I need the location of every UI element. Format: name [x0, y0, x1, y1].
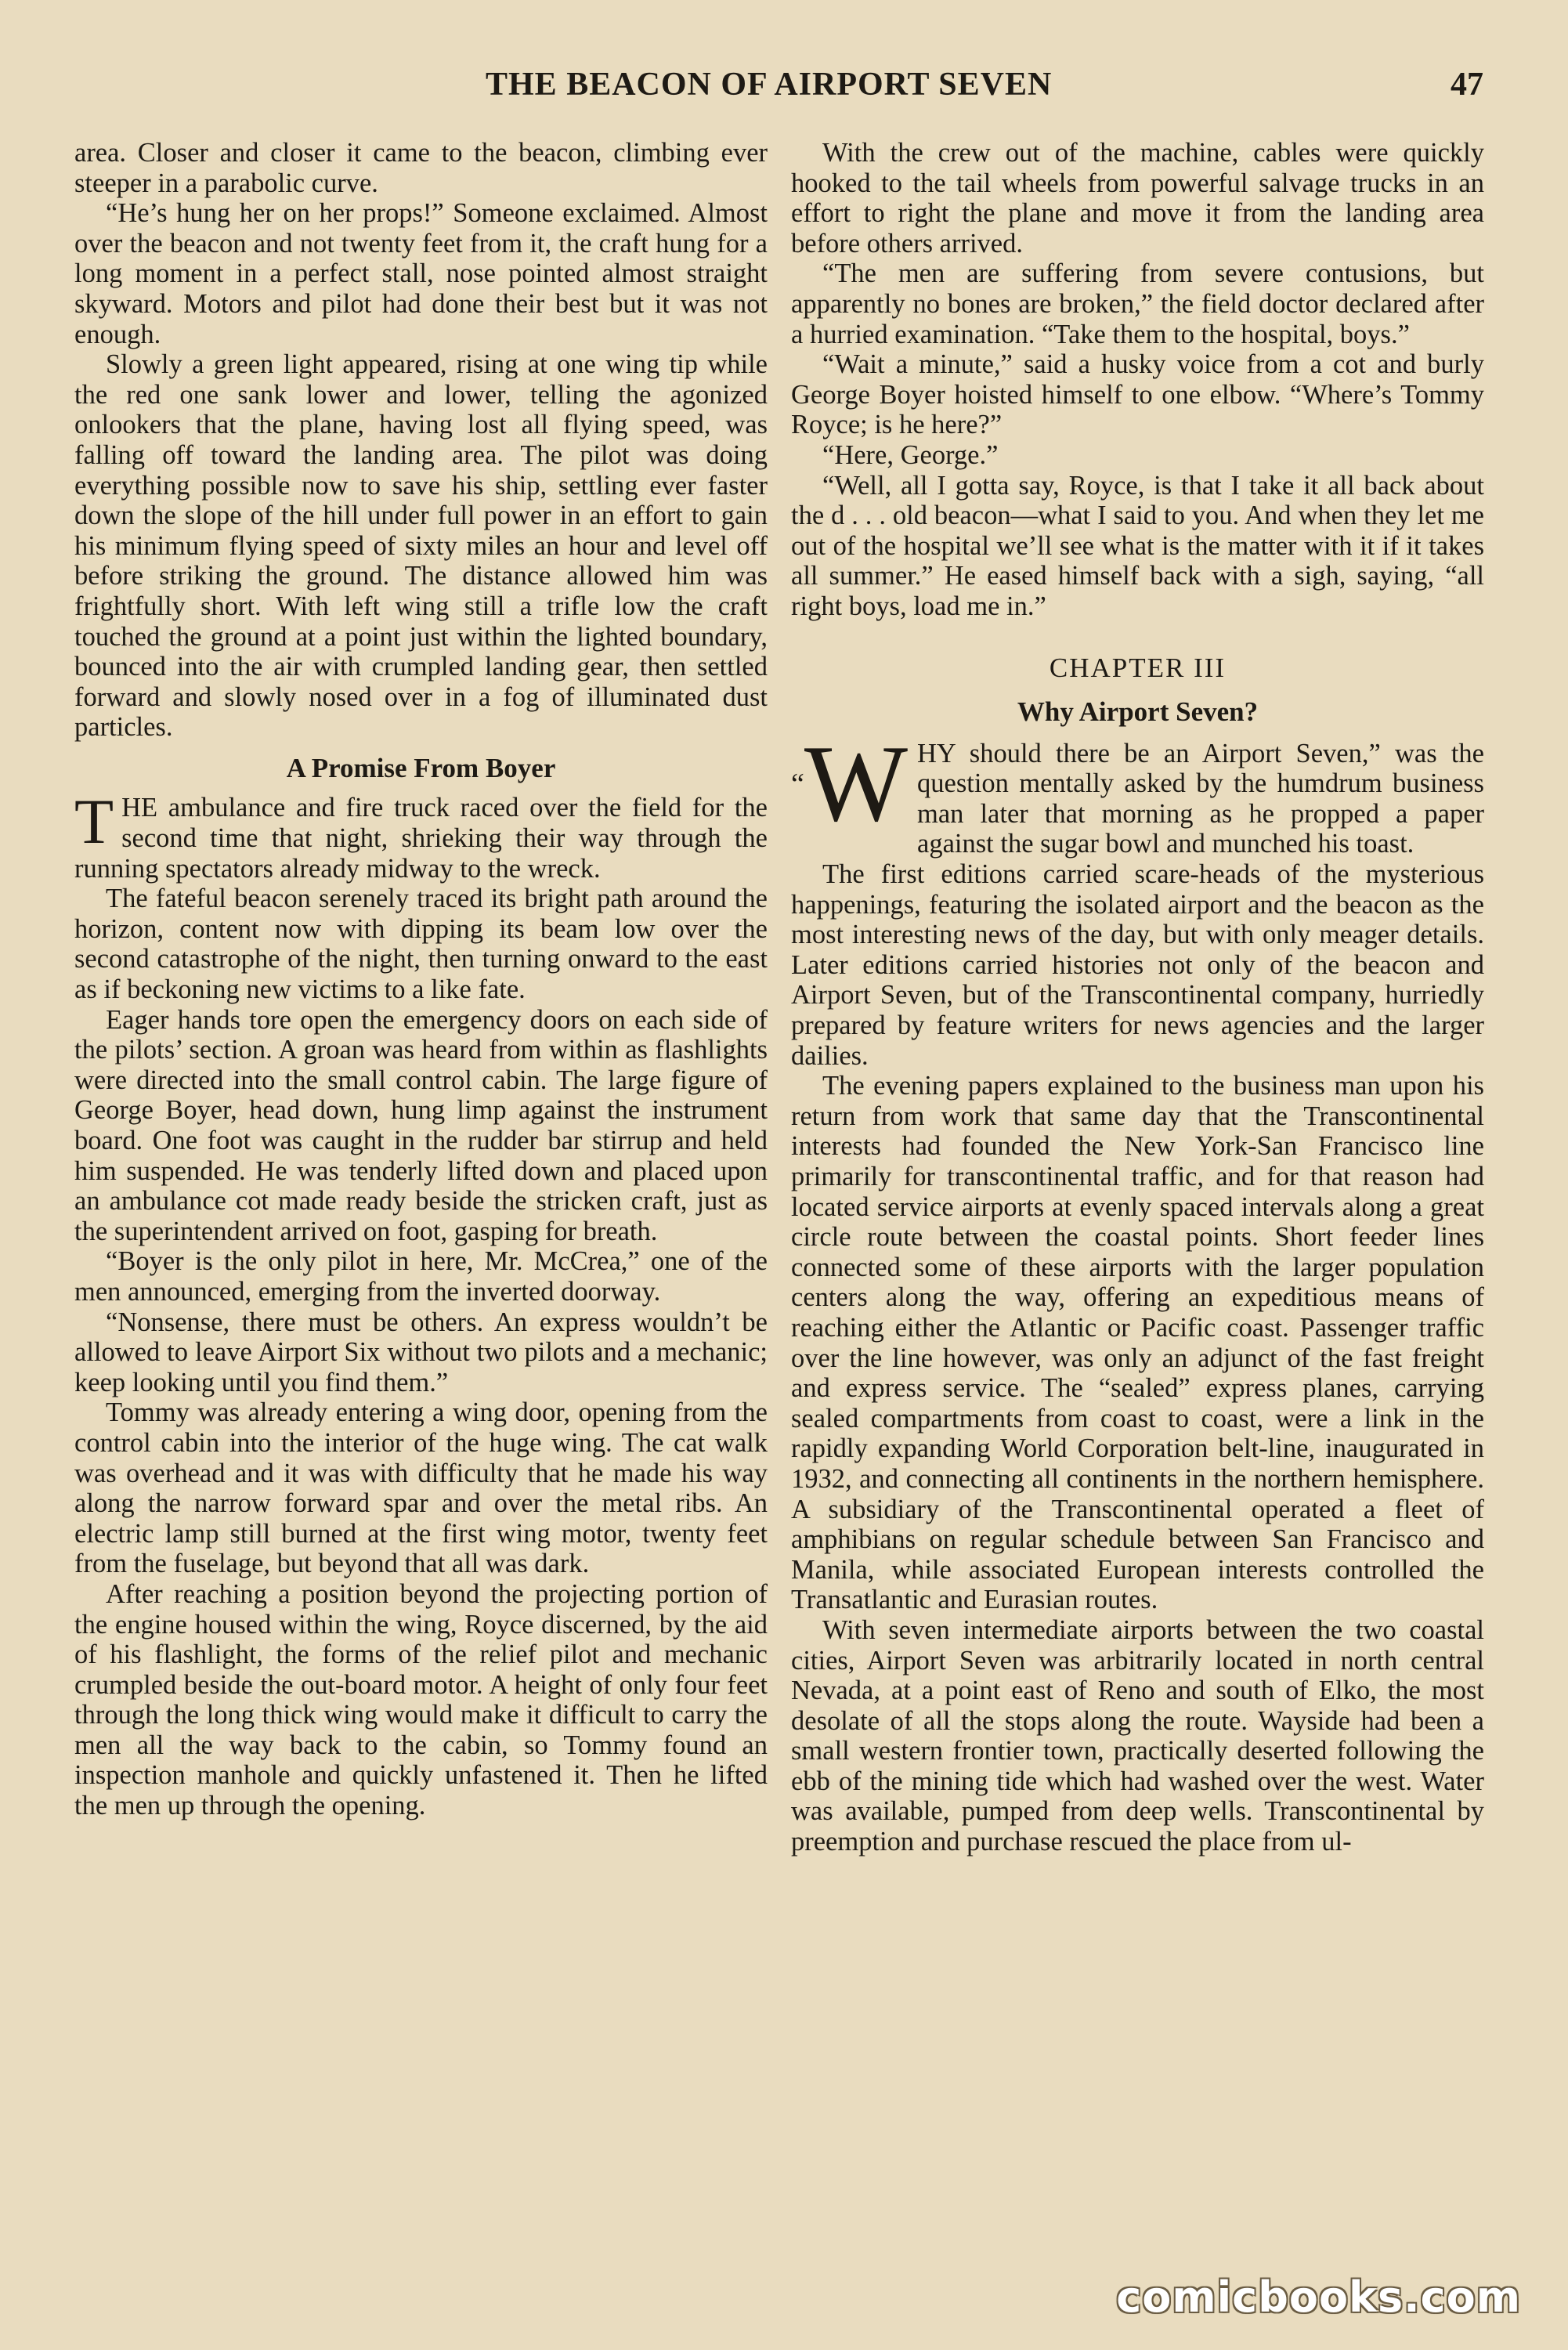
section-heading: A Promise From Boyer	[286, 752, 556, 783]
paragraph: The first editions carried scare-heads of the mysterious happenings, featuring the isolated airport and the beacon as the most interesting news of the day, but with only meager details. Later editions carried histories not only of the beacon and Airport Seven, but of the Transcontinental company, hurriedly prepared by feature writers for news agencies and the larger dailies.	[791, 859, 1484, 1071]
drop-cap	[791, 722, 909, 844]
paragraph: “Boyer is the only pilot in here, Mr. McCrea,” one of the men announced, emerging from the inverted doorway.	[74, 1246, 768, 1307]
paragraph-with-drop-cap	[74, 786, 768, 884]
paragraph: “Well, all I gotta say, Royce, is that I take it all back about the d . . . old beacon—what I said to you. And when they let me out of the hospital we’ll see what is the matter with it if it takes all summer.” He eased himself back with a sigh, saying, “all right boys, load me in.”	[791, 470, 1484, 621]
paragraph: “Wait a minute,” said a husky voice from a cot and burly George Boyer hoisted himself to one elbow. “Where’s Tommy Royce; is he here?”	[791, 349, 1484, 440]
paragraph-text: HE ambulance and fire truck raced over the field for the second time that night, shrieking their way through the running spectators already midway to the wreck.	[74, 793, 768, 884]
paragraph: The evening papers explained to the business man upon his return from work that same day that the Transcontinental interests had founded the New York-San Francisco line primarily for transcontinental traffic, and for that reason had located service airports at evenly spaced intervals along a great circle route between the coastal points. Short feeder lines connected some of these airports with the larger population centers along the way, offering an expeditious means of reaching either the Atlantic or Pacific coast. Passenger traffic over the line however, was only an adjunct of the fast freight and express service. The “sealed” express planes, carrying sealed compartments from coast to coast, were a link in the rapidly expanding World Corporation belt-line, inaugurated in 1932, and connecting all continents in the northern hemisphere. A subsidiary of the Transcontinental operated a fleet of amphibians on regular schedule between San Francisco and Manila, while associated European interests controlled the Transatlantic and Eurasian routes.	[791, 1071, 1484, 1615]
paragraph: Tommy was already entering a wing door, opening from the control cabin into the interior of the huge wing. The cat walk was overhead and it was with difficulty that he made his way along the narrow forward spar and over the metal ribs. An electric lamp still burned at the first wing motor, twenty feet from the fuselage, but beyond that all was dark.	[74, 1397, 768, 1579]
page-title: THE BEACON OF AIRPORT SEVEN	[486, 67, 1053, 103]
page-number: 47	[1451, 67, 1483, 103]
paragraph: “The men are suffering from severe contusions, but apparently no bones are broken,” the field doctor declared after a hurried examination. “Take them to the hospital, boys.”	[791, 258, 1484, 349]
paragraph-with-drop-cap	[791, 722, 1484, 859]
paragraph: “Here, George.”	[822, 439, 999, 470]
drop-cap: T	[74, 786, 114, 858]
paragraph: With seven intermediate airports between the two coastal cities, Airport Seven was arbitrarily located in north central Nevada, at a point east of Reno and south of Elko, the most desolate of all the stops along the route. Wayside had been a small western frontier town, practically deserted following the ebb of the mining tide which had washed over the west. Water was available, pumped from deep wells. Transcontinental by preemption and purchase rescued the place from ul-	[791, 1614, 1484, 1857]
drop-cap-letter: W	[804, 722, 909, 844]
paragraph: Eager hands tore open the emergency doors on each side of the pilots’ section. A groan was heard from within as flashlights were directed into the small control cabin. The large figure of George Boyer, head down, hung limp against the instrument board. One foot was caught in the rudder bar stirrup and held him suspended. He was tenderly lifted down and placed upon an ambulance cot made ready beside the stricken craft, just as the superintendent arrived on foot, gasping for breath.	[74, 1004, 768, 1246]
paragraph: With the crew out of the machine, cables were quickly hooked to the tail wheels from powerful salvage trucks in an effort to right the plane and move it from the landing area before others arrived.	[791, 138, 1484, 258]
right-column	[791, 138, 1484, 1857]
paragraph-text: HY should there be an Airport Seven,” was the question mentally asked by the humdrum business man later that morning as he propped a paper against the sugar bowl and munched his toast.	[917, 738, 1484, 859]
paragraph: “Nonsense, there must be others. An express wouldn’t be allowed to leave Airport Six without two pilots and a mechanic; keep looking until you find them.”	[74, 1307, 768, 1397]
watermark: comicbooks.com	[1116, 2272, 1521, 2322]
chapter-number: CHAPTER III	[1049, 652, 1227, 683]
chapter-title: Why Airport Seven?	[1017, 696, 1259, 728]
drop-cap-quote: “	[791, 767, 804, 801]
paragraph: Slowly a green light appeared, rising at one wing tip while the red one sank lower and lower, telling the agonized onlookers that the plane, having lost all flying speed, was falling off toward the landing area. The pilot was doing everything possible now to save his ship, settling ever faster down the slope of the hill under full power in an effort to gain his minimum flying speed of sixty miles an hour and level off before striking the ground. The distance allowed him was frightfully short. With left wing still a trifle low the craft touched the ground at a point just within the lighted boundary, bounced into the air with crumpled landing gear, then settled forward and slowly nosed over in a fog of illuminated dust particles.	[74, 349, 768, 743]
paragraph: After reaching a position beyond the projecting portion of the engine housed within the wing, Royce discerned, by the aid of his flashlight, the forms of the relief pilot and mechanic crumpled beside the out-board motor. A height of only four feet through the long thick wing would make it difficult to carry the men all the way back to the cabin, so Tommy found an inspection manhole and quickly unfastened it. Then he lifted the men up through the opening.	[74, 1578, 768, 1821]
running-head	[0, 66, 1568, 105]
left-column	[74, 138, 768, 1821]
paragraph: The fateful beacon serenely traced its bright path around the horizon, content now with dipping its beam low over the second catastrophe of the night, then turning onward to the east as if beckoning new victims to a like fate.	[74, 884, 768, 1005]
paragraph: area. Closer and closer it came to the beacon, climbing ever steeper in a parabolic curve.	[74, 138, 768, 198]
paragraph: “He’s hung her on her props!” Someone exclaimed. Almost over the beacon and not twenty feet from it, the craft hung for a long moment in a perfect stall, nose pointed almost straight skyward. Motors and pilot had done their best but it was not enough.	[74, 198, 768, 349]
